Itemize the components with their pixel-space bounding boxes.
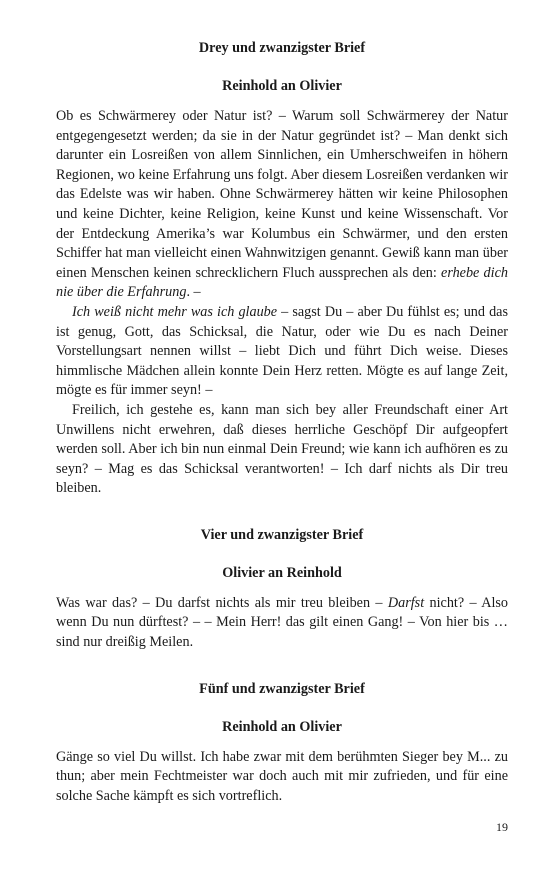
- paragraph: [56, 107, 508, 303]
- paragraph: [56, 594, 508, 653]
- letter-heading: Drey und zwanzigster Brief: [198, 40, 366, 56]
- letter-23: [56, 38, 508, 499]
- letter-heading: Fünf und zwanzigster Brief: [199, 680, 365, 697]
- paragraph: Freilich, ich gestehe es, kann man sich bey aller Freundschaft einer Art Unwillens nicht erwehren, daß dieses herrliche Geschöpf Dir aufgeopfert werden soll. Aber ich bin nun einmal Dein Freund; wie kann ich aufhören es zu seyn? – Mag es das Schicksal verantworten! – Ich darf nichts als Dir treu bleiben.: [56, 401, 508, 497]
- letter-address: Reinhold an Olivier: [222, 78, 342, 94]
- paragraph-text: Ob es Schwärmerey oder Natur ist? – Warum soll Schwärmerey der Natur entgegengesetzt werden; da sie in der Natur gegründet ist? – Man denkt sich darunter ein Losreißen von allem Sinnlichen, ein Umherschweifen in höhern Regionen, wo keine Erfahrung uns folgt. Aber diesem Losreißen verdanken wir das Edelste was wir haben. Ohne Schwärmerey hätten wir keine Philosophen und keine Dichter, keine Religion, keine Kunst und keine Wissenschaft. Vor der Entdeckung Amerika’s war Kolumbus ein Schwärmer, und den ersten Schiffer hat man vielleicht einen Wahnwitzigen genannt. Gewiß kann man über einen Menschen keinen schrecklichern Fluch aussprechen als den:: [56, 108, 508, 281]
- paragraph-text: Was war das? – Du darfst nichts als mir treu bleiben –: [56, 594, 388, 611]
- emphasis-text: Ich weiß nicht mehr was ich glaube: [72, 303, 278, 320]
- letter-24: [56, 525, 508, 653]
- letter-address: Reinhold an Olivier: [222, 718, 342, 735]
- emphasis-text: Darfst: [387, 594, 425, 611]
- letter-heading: Vier und zwanzigster Brief: [200, 526, 364, 543]
- page-number: 19: [496, 820, 508, 834]
- letter-25: [56, 679, 508, 807]
- paragraph-text: . –: [186, 284, 201, 301]
- paragraph: [56, 303, 508, 401]
- letter-address: Olivier an Reinhold: [222, 564, 342, 581]
- emphasis-text: erhebe dich nie über die Erfahrung: [56, 264, 508, 301]
- book-page: [56, 38, 508, 806]
- paragraph: Gänge so viel Du willst. Ich habe zwar mit dem berühmten Sieger bey M... zu thun; aber mein Fechtmeister war doch auch mit mir zufrieden, und für eine solche Sache kämpft es sich vortreflich.: [56, 748, 508, 804]
- paragraph-text: – sagst Du – aber Du fühlst es; und das ist genug, Gott, das Schicksal, die Natur, oder wie Du es nach Deiner Vorstellungsart nennen willst – liebt Dich und führt Dich weise. Dieses himmlische Mädchen allein konnte Dein Herz retten. Mögte es auf lange Zeit, mögte es für immer seyn! –: [56, 303, 508, 399]
- paragraph-text: nicht? – Also wenn Du nun dürftest? – – Mein Herr! das gilt einen Gang! – Von hier bis … sind nur dreißig Meilen.: [56, 594, 508, 651]
